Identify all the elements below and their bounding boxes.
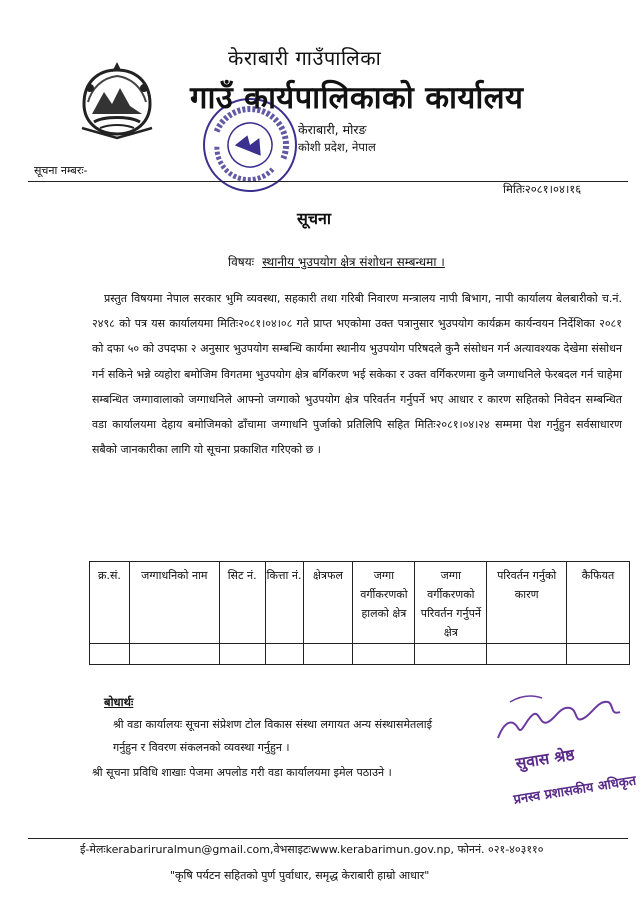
signatory-title: प्रनस्व प्रशासकीय अधिकृत [512,773,638,808]
cc-item-it-section: श्री सूचना प्रविधि शाखाः पेजमा अपलोड गरी वडा कार्यालयमा इमेल पठाउने । [92,766,392,779]
col-owner-name: जग्गाधनिको नाम [129,562,219,644]
table-row [90,644,630,665]
notice-heading: सूचना [297,209,332,228]
footer-contact: ई-मेलःkerabariruralmun@gmail.com,वेभसाइटःwww.kerabarimun.gov.np, फोननं. ०२१-४०३११० [80,843,544,856]
address-line-2: कोशी प्रदेश, नेपाल [298,140,376,154]
footer-divider [28,838,628,839]
notice-date: मितिः२०८१।०४।१६ [503,182,582,196]
col-serial: क्र.सं. [90,562,130,644]
signature-icon [490,688,630,748]
col-remarks: कैफियत [567,562,630,644]
signatory-name: सुवास श्रेष्ठ [514,745,576,773]
subject-label: विषयः [228,255,255,269]
col-plot-no: कित्ता नं. [265,562,303,644]
subject-text: स्थानीय भुउपयोग क्षेत्र संशोधन सम्बन्धमा । [262,255,445,269]
col-area: क्षेत्रफल [303,562,353,644]
office-name: गाउँ कार्यपालिकाको कार्यालय [190,80,524,116]
subject-line [228,253,445,270]
application-form-table [89,561,630,665]
cc-heading: बोधार्थः [104,695,134,709]
footer-slogan: "कृषि पर्यटन सहितको पुर्ण पुर्वाधार, समृद्ध केराबारी हाम्रो आधार" [170,869,430,882]
notice-number-label: सूचना नम्बरः- [34,164,88,177]
cc-item-ward-office: श्री वडा कार्यालयः सूचना संप्रेशण टोल विकास संस्था लगायत अन्य संस्थासमेतलाई [113,718,433,731]
municipality-name: केराबारी गाउँपालिका [228,46,382,70]
address-line-1: केराबारी, मोरङ [298,122,367,137]
col-current-zone: जग्गा वर्गीकरणको हालको क्षेत्र [353,562,415,644]
col-sheet-no: सिट नं. [219,562,265,644]
nepal-emblem-icon [78,58,156,140]
cc-item-ward-office-cont: गर्नुहुन र विवरण संकलनको व्यवस्था गर्नुहुन । [113,741,290,754]
notice-body: प्रस्तुत विषयमा नेपाल सरकार भुमि व्यवस्था, सहकारी तथा गरिबी निवारण मन्त्रालय नापी बिभाग, नापी कार्यालय बेलबारीको च.नं. २४९८ को पत्र यस कार्यालयमा मितिः२०८१।०४।०८ गते प्राप्त भएकोमा उक्त पत्रानुसार भुउपयोग कार्यक्रम कार्यन्वयन निर्देशिका २०८१ को दफा ५० को उपदफा २ अनुसार भुउपयोग सम्बन्धि कार्यमा स्थानीय भुउपयोग परिषदले कुनै संसोधन गर्न अत्यावश्यक देखेमा संसोधन गर्न सकिने भन्ने व्यहोरा बमोजिम विगतमा भुउपयोग क्षेत्र बर्गिकरण भई सकेका र उक्त वर्गिकरणमा कुनै जग्गाधनिले फेरबदल गर्न चाहेमा सम्बन्धित जग्गावालाको जग्गाधनिले आफ्नो जग्गाको भुउपयोग क्षेत्र परिवर्तन गर्नुपर्ने भए आधार र कारण सहितको निवेदन सम्बन्धित वडा कार्यालयमा देहाय बमोजिमको ढाँचामा जग्गाधनि पुर्जाको प्रतिलिपि सहित मितिः२०८१।०४।२४ सम्ममा पेश गर्नुहुन सर्वसाधारण सबैको जानकारीका लागि यो सूचना प्रकाशित गरिएको छ । [92,292,622,457]
col-reason: परिवर्तन गर्नुको कारण [487,562,567,644]
col-new-zone: जग्गा वर्गीकरणको परिवर्तन गर्नुपर्ने क्षेत्र [415,562,487,644]
